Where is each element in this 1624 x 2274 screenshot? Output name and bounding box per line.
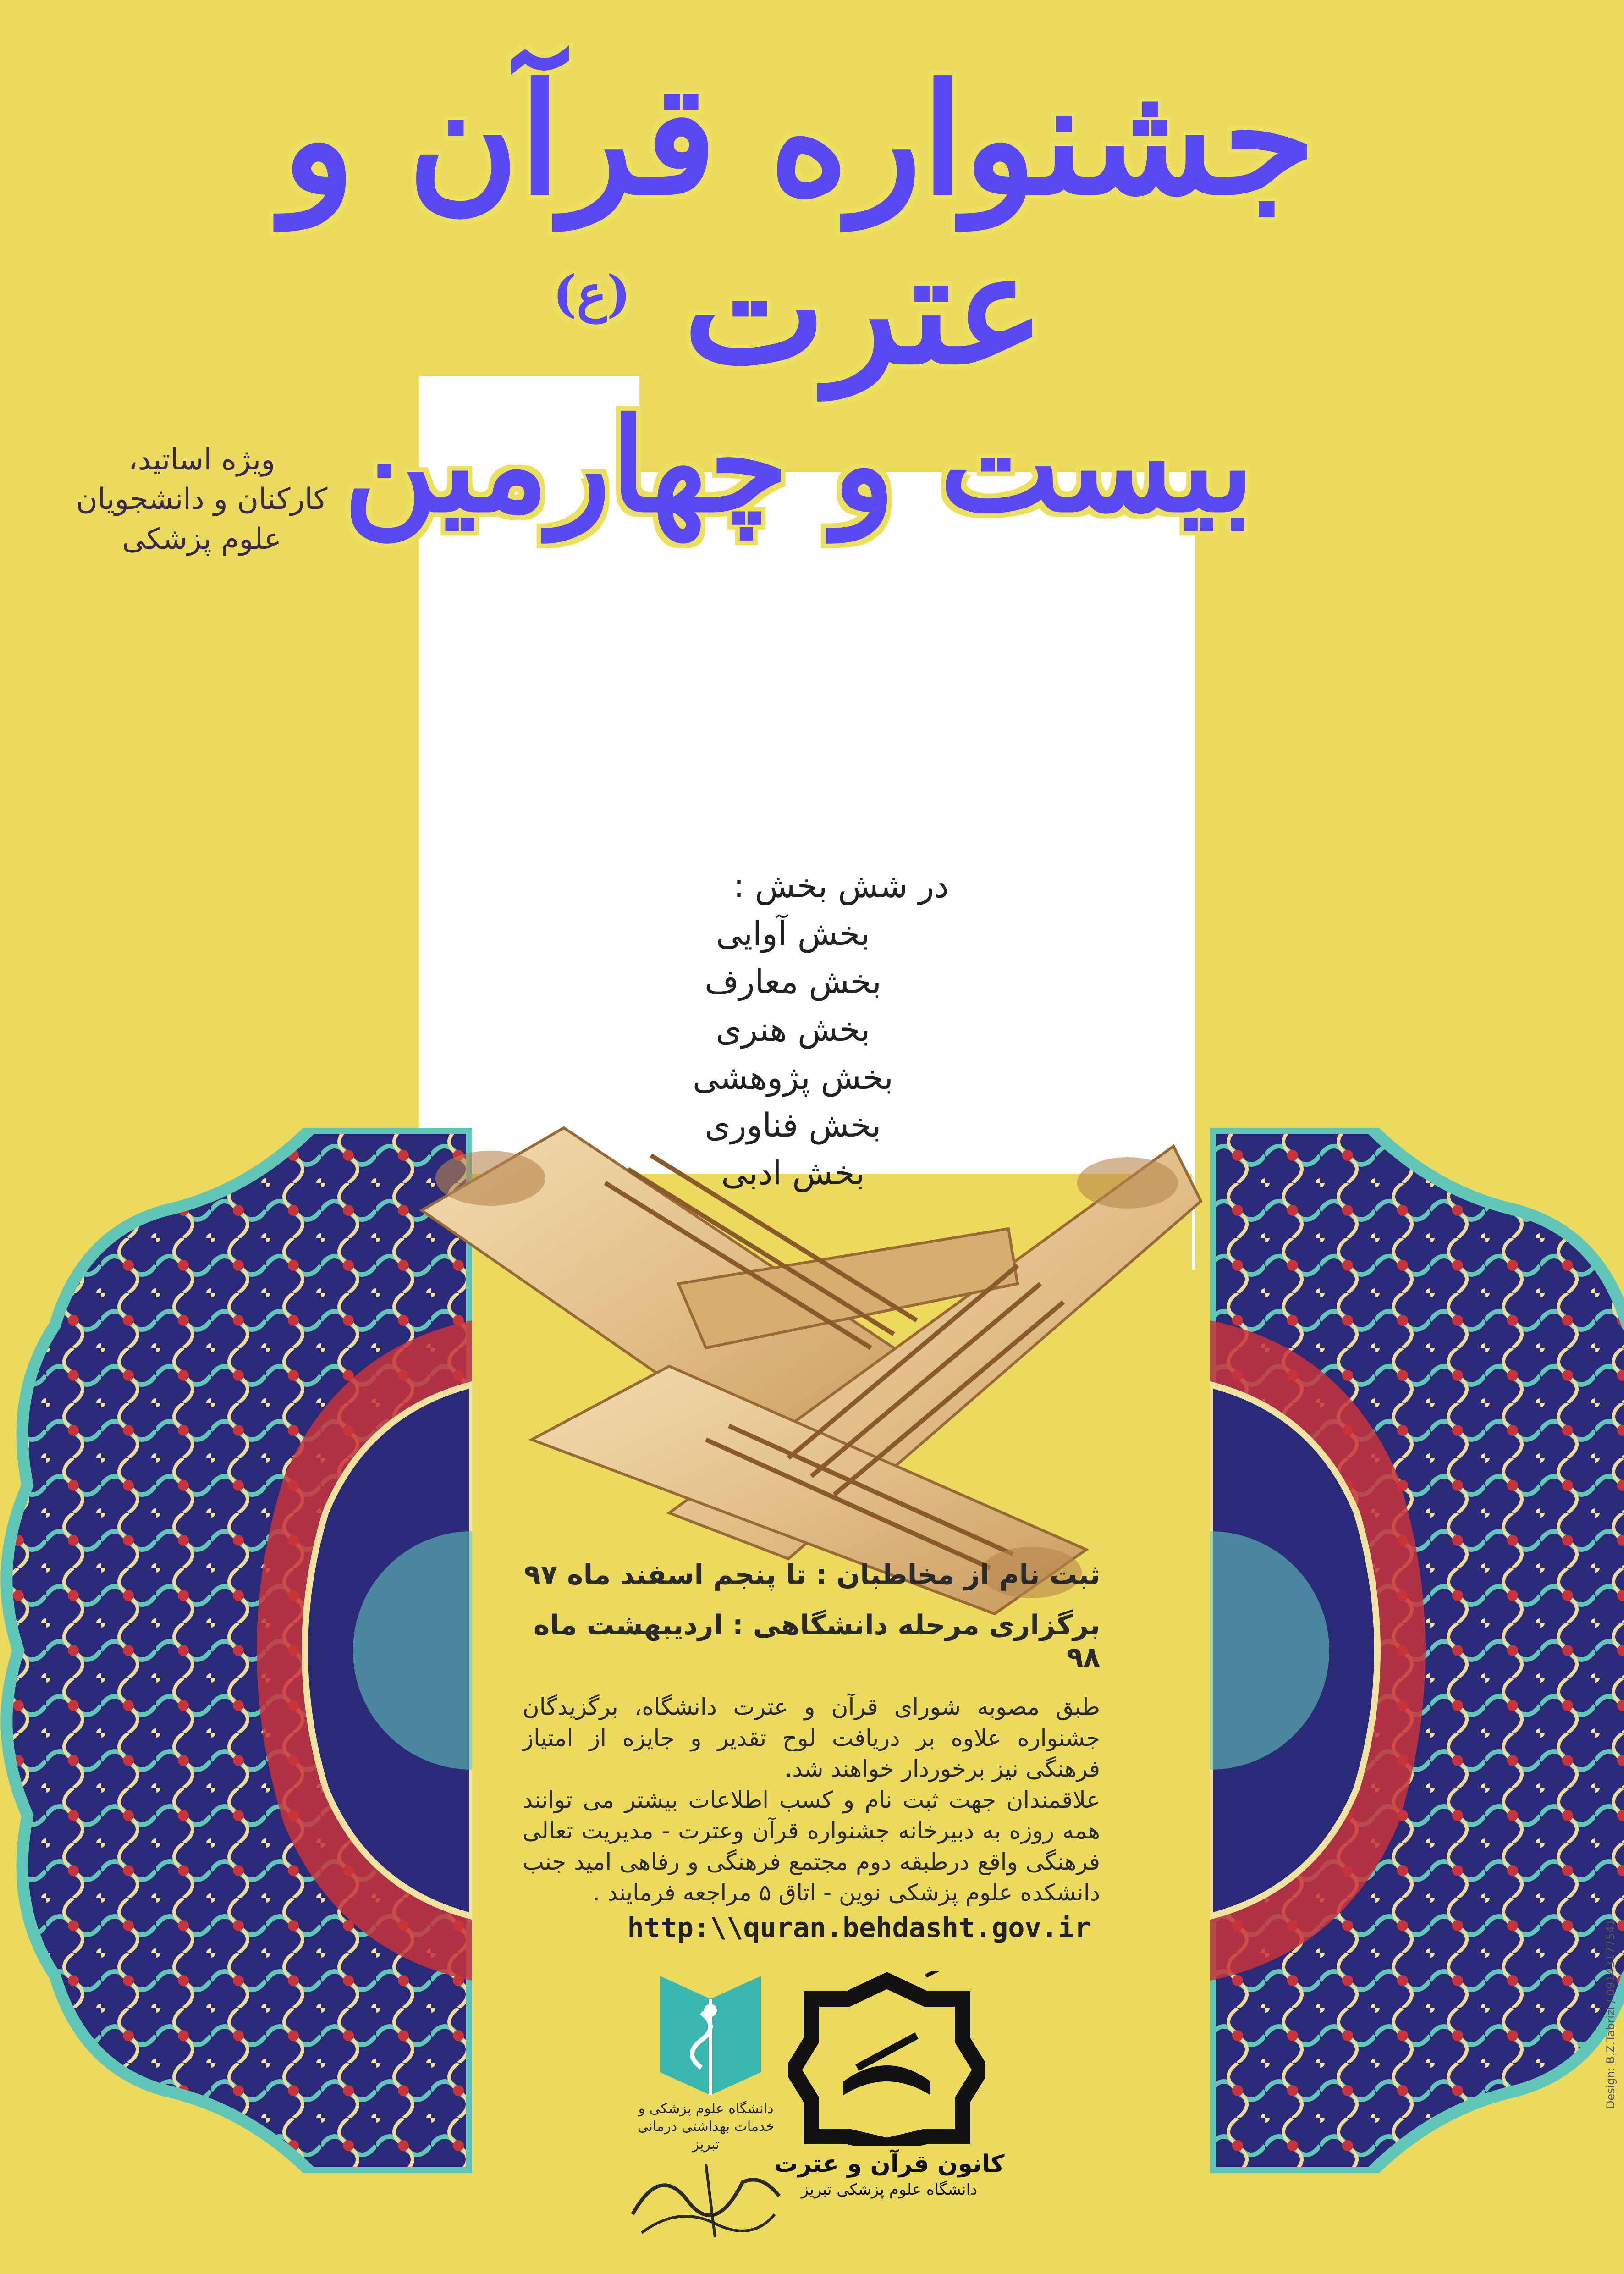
designer-credit: Design: B.Z.Tabrizi / 09143177541 (1604, 1919, 1617, 2109)
kanoon-subtitle: دانشگاه علوم پزشکی تبریز (801, 2180, 978, 2199)
left-ornament-panel (0, 1128, 472, 2173)
section-item-research: بخش پژوهشی (693, 1058, 893, 1097)
sections-heading: در شش بخش : (733, 867, 949, 905)
title-line-1: بیست و چهارمین (343, 390, 1255, 541)
registration-deadline: ثبت نام از مخاطبان : تا پنجم اسفند ماه ۹۷ (524, 1559, 1100, 1591)
kanoon-title: کانون قرآن و عترت (774, 2150, 1005, 2178)
section-item-art: بخش هنری (716, 1010, 870, 1049)
info-paragraph-1: طبق مصوبه شورای قرآن و عترت دانشگاه، برگزیدگان جشنواره علاوه بر دریافت لوح تقدیر و جایزه از امتیاز فرهنگی نیز برخوردار خواهند شد. (523, 1694, 1100, 1782)
quran-stand-illustration (413, 1109, 1215, 1623)
section-item-knowledge: بخش معارف (705, 962, 881, 1001)
website-link[interactable]: http:\\quran.behdasht.gov.ir (627, 1912, 1091, 1944)
university-logo-text: دانشگاه علوم پزشکی و خدمات بهداشتی درمانی تبریز (637, 2101, 775, 2153)
audience-line-2: کارکنان و دانشجویان (76, 482, 328, 517)
audience-line-3: علوم پزشکی (122, 522, 281, 556)
university-stage-date: برگزاری مرحله دانشگاهی : اردیبهشت ماه ۹۸ (533, 1609, 1100, 1673)
section-item-vocal: بخش آوایی (716, 914, 870, 953)
right-ornament-panel (1210, 1128, 1624, 2173)
title-superscript: (ع) (553, 264, 631, 323)
kanoon-text (756, 2150, 1022, 2199)
audience-note (55, 440, 348, 559)
info-block (523, 1559, 1100, 1909)
kanoon-logo (788, 1971, 985, 2146)
section-item-technology: بخش فناوری (705, 1105, 881, 1144)
section-item-literary: بخش ادبی (721, 1154, 865, 1192)
university-logo (651, 1967, 770, 2100)
title-line-2-text: جشنواره قرآن و عترت (282, 50, 1316, 398)
audience-line-1: ویژه اساتید، (128, 443, 275, 477)
title-line-2 (111, 50, 1486, 398)
info-paragraph-2: علاقمندان جهت ثبت نام و کسب اطلاعات بیشتر می توانند همه روزه به دبیرخانه جشنواره قرآن وعترت - مدیریت تعالی فرهنگی واقع درطبقه دوم مجتمع فرهنگی و رفاهی امید جنب دانشکده علوم پزشکی نوین - اتاق ۵ مراجعه فرمایند . (523, 1786, 1100, 1906)
